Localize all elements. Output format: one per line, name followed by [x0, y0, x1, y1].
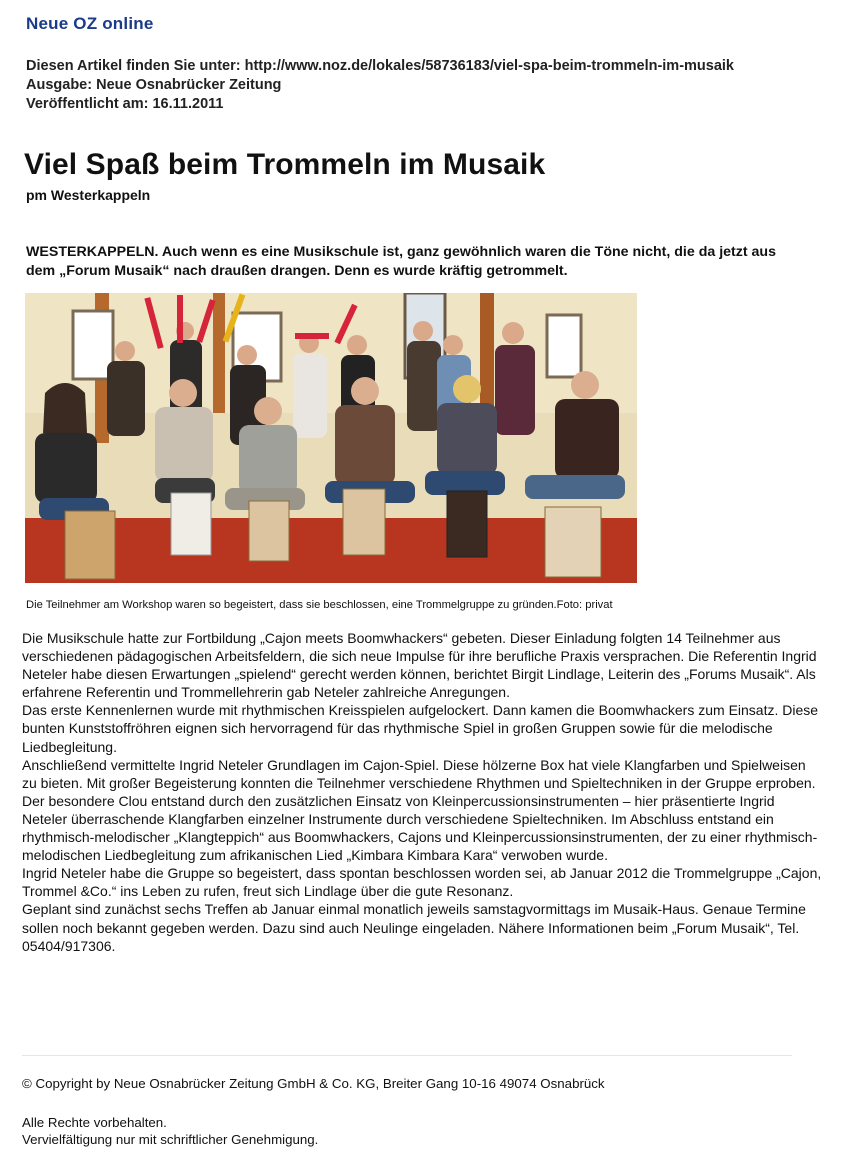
source-url-line: Diesen Artikel finden Sie unter: http://www.noz.de/lokales/58736183/viel-spa-beim-trommeln-im-musaik: [26, 58, 735, 74]
paragraph: Ingrid Neteler habe die Gruppe so begeistert, dass spontan beschlossen worden sei, ab Januar 2012 die Trommelgruppe „Cajon, Trommel &Co.“ ins Leben zu rufen, freut sich Lindlage über die gute Resonanz.: [22, 865, 822, 900]
article-byline: pm Westerkappeln: [26, 187, 151, 203]
rights-notice: [22, 1114, 318, 1148]
edition-line: Ausgabe: Neue Osnabrücker Zeitung: [26, 77, 282, 93]
rights-line: Alle Rechte vorbehalten.: [22, 1115, 167, 1130]
published-date-line: Veröffentlicht am: 16.11.2011: [26, 96, 224, 112]
brand-logo[interactable]: Neue OZ online: [26, 14, 154, 33]
photo-caption: Die Teilnehmer am Workshop waren so begeistert, dass sie beschlossen, eine Trommelgruppe zu gründen.Foto: privat: [26, 599, 613, 611]
copyright-notice: © Copyright by Neue Osnabrücker Zeitung GmbH & Co. KG, Breiter Gang 10-16 49074 Osnabrück: [22, 1076, 605, 1091]
paragraph: Geplant sind zunächst sechs Treffen ab Januar einmal monatlich jeweils samstagvormittags im Musaik-Haus. Genaue Termine sollen noch bekannt gegeben werden. Dazu sind auch Neulinge eingeladen. Nähere Informationen beim „Forum Musaik“, Tel. 05404/917306.: [22, 901, 806, 954]
article-photo: [25, 293, 637, 583]
paragraph: Die Musikschule hatte zur Fortbildung „Cajon meets Boomwhackers“ gebeten. Dieser Einladung folgten 14 Teilnehmer aus verschiedenen pädagogischen Arbeitsfeldern, die sich neue Impulse für ihre berufliche Praxis versprachen. Die Referentin Ingrid Neteler habe diesen Erwartungen „spielend“ gerecht werden können, berichtet Birgit Lindlage, Leiterin des „Forums Musaik“. Als erfahrene Referentin und Trommellehrerin gab Neteler zahlreiche Anregungen.: [22, 630, 817, 701]
article-lead: WESTERKAPPELN. Auch wenn es eine Musikschule ist, ganz gewöhnlich waren die Töne nicht, die da jetzt aus dem „Forum Musaik“ nach draußen drangen. Denn es wurde kräftig getrommelt.: [26, 244, 776, 279]
article-meta: [26, 57, 734, 114]
paragraph: Der besondere Clou entstand durch den zusätzlichen Einsatz von Kleinpercussionsinstrumenten – hier präsentierte Ingrid Neteler überraschende Klangfarben einzelner Instrumente durch verschiedene Spieltechniken. Im Abschluss entstand ein rhythmisch-melodischer „Klangteppich“ aus Boomwhackers, Cajons und Kleinpercussionsinstrumenten, der zu einer rhythmisch-melodischen Liedbegleitung zum afrikanischen Lied „Kimbara Kimbara Kara“ verwoben wurde.: [22, 792, 818, 864]
paragraph: Das erste Kennenlernen wurde mit rhythmischen Kreisspielen aufgelockert. Dann kamen die Boomwhackers zum Einsatz. Diese bunten Kunststoffröhren eignen sich hervorragend für das rhythmische Spiel in großen Gruppen sowie für die melodische Liedbegleitung.: [22, 702, 819, 755]
footer-divider: [22, 1055, 792, 1056]
paragraph: Anschließend vermittelte Ingrid Neteler Grundlagen im Cajon-Spiel. Diese hölzerne Box hat viele Klangfarben und Spielweisen zu bieten. Mit großer Begeisterung konnten die Teilnehmer verschiedene Rhythmen und Spieltechniken in der Gruppe erproben.: [22, 756, 816, 791]
article-title: Viel Spaß beim Trommeln im Musaik: [24, 148, 546, 181]
article-body: [22, 629, 822, 955]
reproduction-line: Vervielfältigung nur mit schriftlicher Genehmigung.: [22, 1132, 319, 1147]
